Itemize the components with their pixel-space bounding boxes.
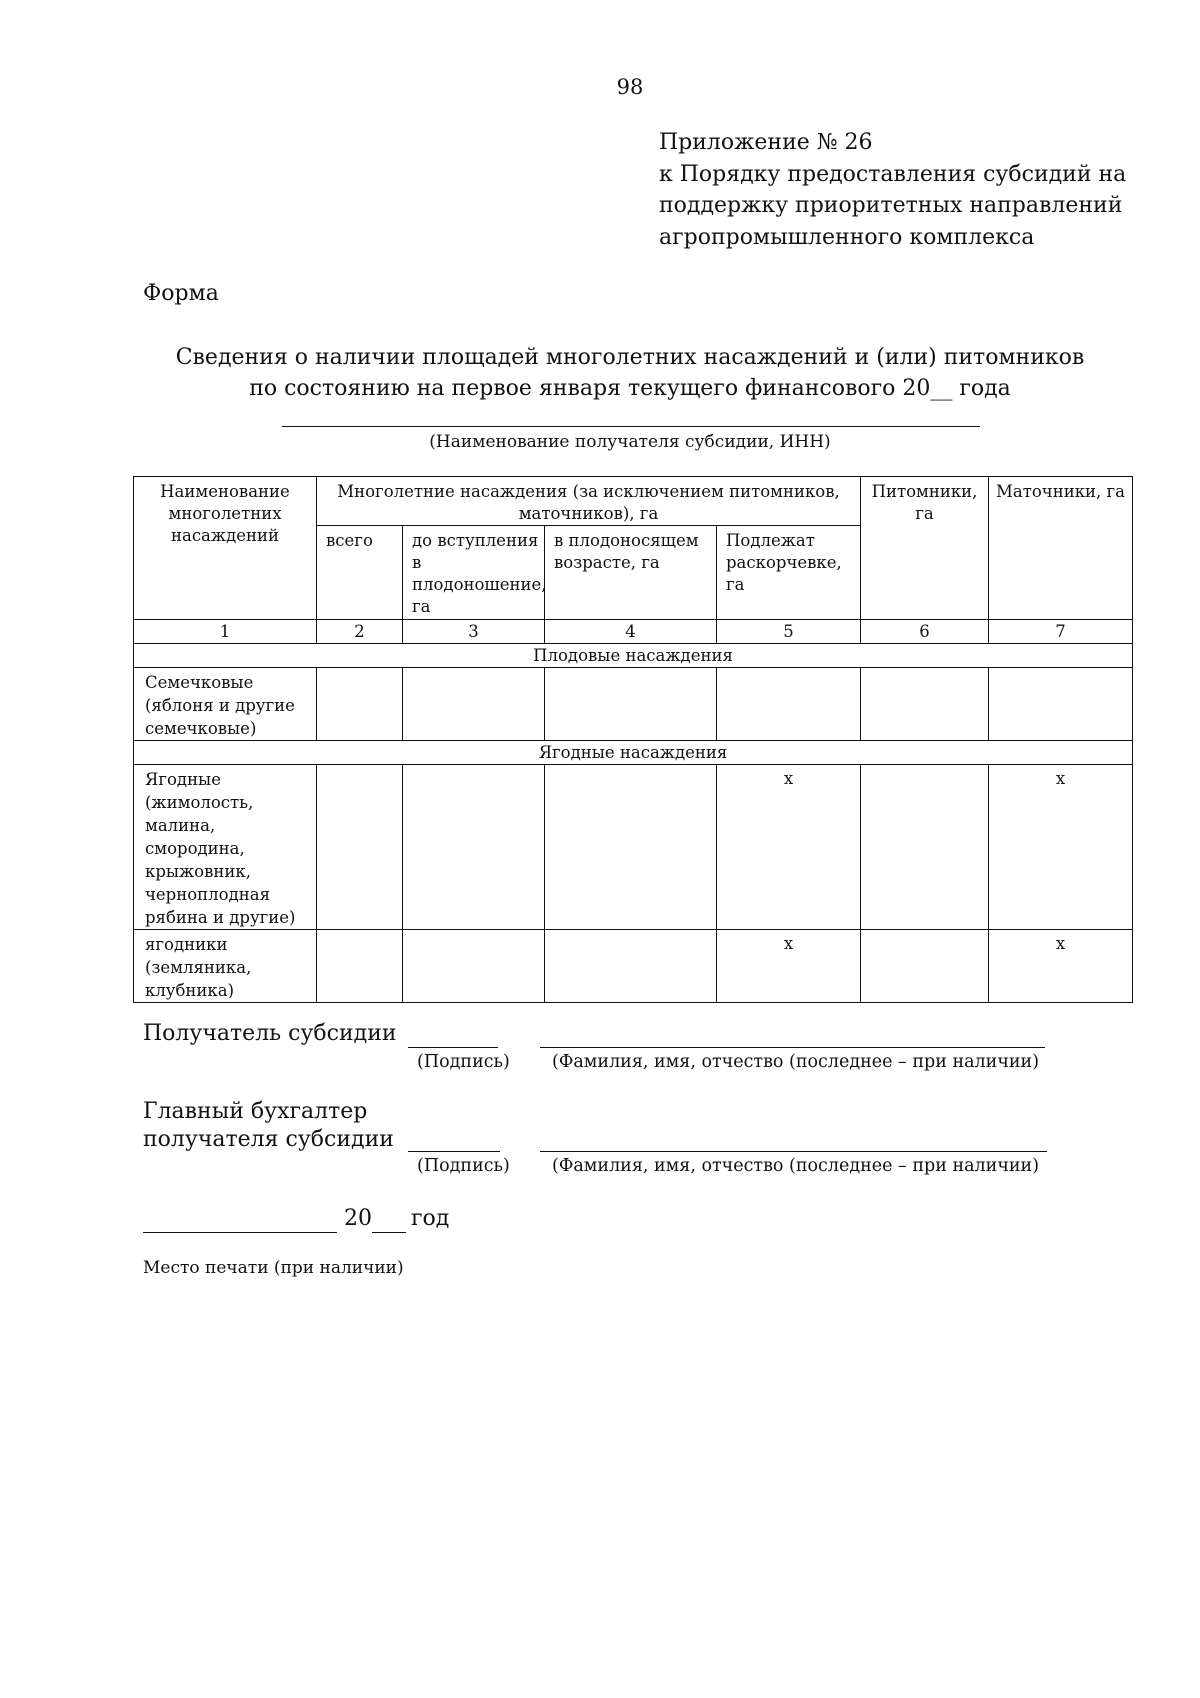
header-name: Наименование многолетних насаждений — [134, 477, 317, 620]
table-cell — [403, 930, 545, 1003]
header-mother-plants: Маточники, га — [989, 477, 1133, 620]
table-cell — [545, 668, 717, 741]
stamp-place: Место печати (при наличии) — [143, 1258, 404, 1278]
appendix-line: поддержку приоритетных направлений — [659, 193, 1123, 218]
header-fruiting: в плодоносящем возрасте, га — [545, 526, 717, 620]
appendix-line: к Порядку предоставления субсидий на — [659, 161, 1127, 187]
table-cell — [403, 765, 545, 930]
header-total: всего — [317, 526, 403, 620]
signature-caption: (Подпись) — [417, 1052, 510, 1072]
accountant-label-line: получателя субсидии — [143, 1127, 394, 1152]
table-cell — [989, 668, 1133, 741]
not-applicable-mark: х — [989, 765, 1133, 930]
column-number: 5 — [717, 620, 861, 644]
table-row-berry — [134, 765, 1133, 930]
accountant-label — [143, 1098, 394, 1154]
fio-line — [540, 1151, 1047, 1152]
accountant-label-line: Главный бухгалтер — [143, 1099, 368, 1124]
table-cell — [861, 930, 989, 1003]
table-cell — [861, 765, 989, 930]
table-cell — [545, 765, 717, 930]
header-perennial: Многолетние насаждения (за исключением питомников, маточников), га — [317, 477, 861, 526]
row-name: Семечковые (яблоня и другие семечковые) — [134, 668, 317, 741]
appendix-header — [659, 127, 1127, 253]
header-uprooting: Подлежат раскорчевке, га — [717, 526, 861, 620]
column-number: 4 — [545, 620, 717, 644]
page-number: 98 — [616, 75, 644, 99]
table-row-pome — [134, 668, 1133, 741]
fio-caption: (Фамилия, имя, отчество (последнее – при наличии) — [552, 1156, 1040, 1176]
year-prefix: 20 — [344, 1206, 372, 1231]
not-applicable-mark: х — [717, 930, 861, 1003]
header-nurseries: Питомники, га — [861, 477, 989, 620]
row-name: ягодники (земляника, клубника) — [134, 930, 317, 1003]
signature-line — [408, 1151, 500, 1152]
not-applicable-mark: х — [717, 765, 861, 930]
table-cell — [317, 930, 403, 1003]
section-title: Плодовые насаждения — [134, 644, 1133, 668]
plantings-table — [133, 476, 1133, 1003]
row-name: Ягодные (жимолость, малина, смородина, крыжовник, черноплодная рябина и другие) — [134, 765, 317, 930]
signature-caption: (Подпись) — [417, 1156, 510, 1176]
title-line: Сведения о наличии площадей многолетних насаждений и (или) питомников — [175, 345, 1085, 370]
table-cell — [317, 765, 403, 930]
section-row-fruit — [134, 644, 1133, 668]
table-cell — [403, 668, 545, 741]
section-title: Ягодные насаждения — [134, 741, 1133, 765]
title-line: по состоянию на первое января текущего финансового 20__ года — [249, 376, 1011, 401]
document-title — [0, 342, 1200, 404]
recipient-caption: (Наименование получателя субсидии, ИНН) — [429, 432, 831, 452]
column-number: 3 — [403, 620, 545, 644]
column-number: 2 — [317, 620, 403, 644]
table-row-strawberry — [134, 930, 1133, 1003]
fio-caption: (Фамилия, имя, отчество (последнее – при наличии) — [552, 1052, 1040, 1072]
column-number: 1 — [134, 620, 317, 644]
year-line — [372, 1232, 406, 1233]
form-label: Форма — [143, 281, 219, 306]
section-row-berry — [134, 741, 1133, 765]
table-cell — [545, 930, 717, 1003]
recipient-name-line — [282, 426, 980, 427]
header-before-fruiting: до вступления в плодоношение, га — [403, 526, 545, 620]
table-header-row — [134, 477, 1133, 526]
signature-line — [408, 1047, 498, 1048]
appendix-line: агропромышленного комплекса — [659, 224, 1035, 250]
recipient-label: Получатель субсидии — [143, 1021, 397, 1046]
year-word: год — [411, 1206, 450, 1231]
table-cell — [317, 668, 403, 741]
not-applicable-mark: х — [989, 930, 1133, 1003]
column-number-row — [134, 620, 1133, 644]
column-number: 6 — [861, 620, 989, 644]
date-line — [143, 1232, 337, 1233]
table-cell — [717, 668, 861, 741]
appendix-number: Приложение № 26 — [659, 130, 873, 155]
table-cell — [861, 668, 989, 741]
column-number: 7 — [989, 620, 1133, 644]
fio-line — [540, 1047, 1045, 1048]
